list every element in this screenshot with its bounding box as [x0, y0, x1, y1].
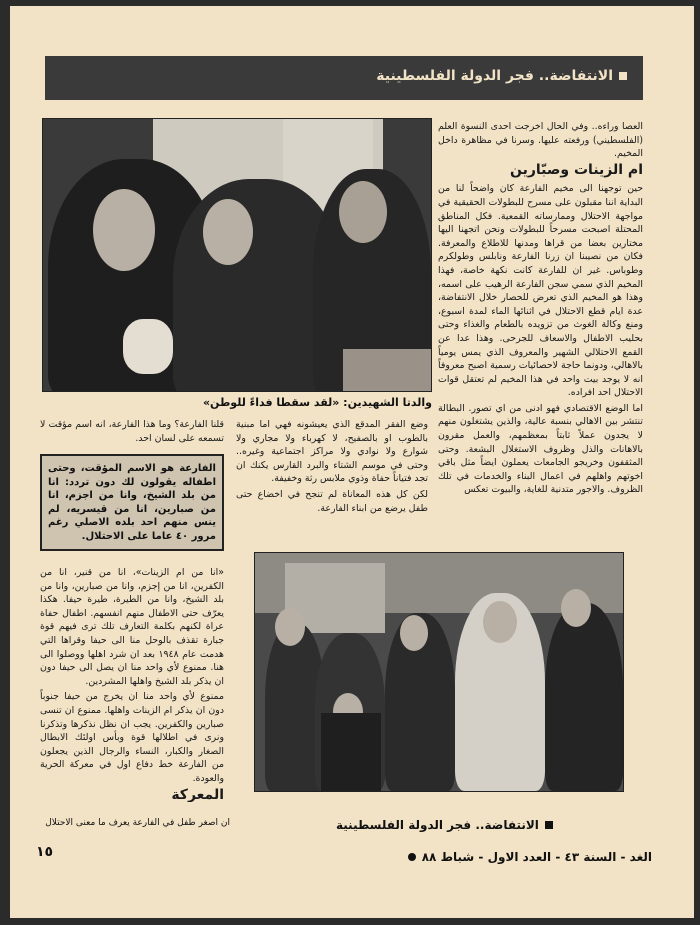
left-article-column	[40, 566, 224, 802]
mothers-photo	[42, 118, 432, 392]
footer-section-title: الانتفاضة.. فجر الدولة الفلسطينية	[336, 818, 553, 832]
section-title: الانتفاضة.. فجر الدولة الفلسطينية	[376, 68, 627, 84]
intro-paragraph: العصا وراءه.. وفي الحال اخرجت احدى النسوة العلم (الفلسطيني) ورفعته عليها. وسرنا في مظاهرة داخل المخيم.	[438, 121, 643, 160]
right-article-column	[438, 120, 643, 540]
section-header	[45, 56, 643, 100]
left-intro-text	[40, 418, 224, 450]
poverty-paragraph: وضع الفقر المدقع الذي يعيشونه فهي اما مبنية بالطوب او بالصفيح، لا كهرباء ولا مجاري ولا شوارع ولا نوادي ولا مراكز اجتماعية وغيره.. وحتى في موسم الشتاء والبرد القارس يكنك ان تجد فتياناً حفاة وذوي ملابس رثة وخفيفة.	[236, 419, 428, 485]
page-number: ١٥	[36, 844, 54, 860]
resilience-paragraph: لكن كل هذه المعاناة لم تنجح في اخضاع حتى طفل يرضع من ابناء الفارعة.	[236, 488, 428, 514]
article-paragraph-2: اما الوضع الاقتصادي فهو ادنى من اي تصور. البطالة تنتشر بين الاهالي بنسبة عالية، والذين يشتغلون منهم لا يجدون عملاً ثابتاً بمعظمهم، والعمل مقرون بالاهانات والذل وظروف الاستغلال البشعة. وحتى المثقفون وخريجو الجامعات يعملون ايضاً مثل باقي اخوتهم واهلهم في اعمال البناء والخدمات في تلك الظروف. والاجور متدنية للغاية، والبيوت تعكس	[438, 402, 643, 496]
fara-name-paragraph: قلنا الفارعة؟ وما هذا الفارعة، انه اسم مؤقت لا تسمعه على لسان احد.	[40, 419, 224, 444]
mothers-photo-caption: والدتا الشهيدين: «لقد سقطا فداءً للوطن»	[202, 396, 432, 409]
issue-info: الغد - السنة ٤٣ - العدد الاول - شباط ٨٨	[408, 850, 652, 864]
article-paragraph-1: حين توجهنا الى مخيم الفارعة كان واضحاً لنا من البداية اننا مقبلون على مسرح للبطولات الحقيقية في مواجهة الاحتلال وممارساته القمعية. فكل المناطق المحتلة اصبحت مسرحاً للبطولات ونحن اتجهنا اليها مختارين بعضا من قراها ومدنها للاطلاع والمعرفة. فكان من نصيبنا ان زرنا الفارعة ونابلس وطولكرم وطوباس. غير ان للفارعة كانت نكهة خاصة، فهذا المخيم الذي سمي سجن الفارعة الرهيب على اسمه، وهذا هو المخيم الذي تعرض للحصار خلال الانتفاضة، عدة ايام قطع الاحتلال في اثنائها الماء لمدة اسبوع، ومنع وكالة الغوث من تزويده بالطعام والغذاء وحتى بحليب الاطفال والاسعاف للجرحى. وهذا عدا عن القمع الاحتلالي الشهير والمعروف الذي يمس يومياً بالاهالي، ودونما حاجة لاحصائيات رسمية اصبح معروفاً انه لا يوجد بيت واحد في هذا المخيم لم تعتقل قوات الاحتلال احد افراده.	[438, 183, 643, 399]
villages-paragraph: «انا من ام الزينات»، انا من قنير، انا من الكفرين، انا من إجزم، وانا من صبارين، وانا من بلد الشيخ، وانا من الطيرة، طيرة حيفا. هكذا يعرّف حتى الاطفال منهم انفسهم. اطفال حفاة عراة لكنهم بكلمة التعارف تلك ترى فيهم قوة جبارة تقذف بالوحل منا الى حيفا وقراها التي هدمت عام ١٩٤٨ بعد ان شرد اهلها ووصلوا الى هنا. ممنوع لأي واحد منا ان يصل الى حيفا دون ان يذكر بلد الشيخ واهلها المشردين.	[40, 567, 224, 687]
middle-article-column	[236, 418, 428, 530]
highlight-box: الفارعة هو الاسم المؤقت، وحتى اطفاله يقولون لك دون تردد: انا من بلد الشيخ، وانا من اجزم، انا من صبارين، انا من قيسريه، لم ينس منهم احد بلده الاصلي رغم مرور ٤٠ عاما على الاحتلال.	[40, 454, 224, 551]
children-photo	[254, 552, 624, 792]
subheading-battle: المعركة	[171, 786, 224, 802]
children-photo-caption: ان اصغر طفل في الفارعة يعرف ما معنى الاحتلال	[45, 818, 230, 828]
subheading-um-al-zeinat: ام الزينات وصبّارين	[510, 161, 643, 178]
forbidden-paragraph: ممنوع لأي واحد منا ان يخرج من حيفا جنوباً دون ان يذكر ام الزينات واهلها. ممنوع ان تنسى صبارين والكفرين. يجب ان نظل نذكرها وتذكرنا ونرى في اطلالها قوة وبأس اولئك الابطال الصغار والكبار، النساء والرجال الذين يجعلون من الفارعة خط دفاع اول في معركة الحرية والعودة.	[40, 691, 224, 784]
